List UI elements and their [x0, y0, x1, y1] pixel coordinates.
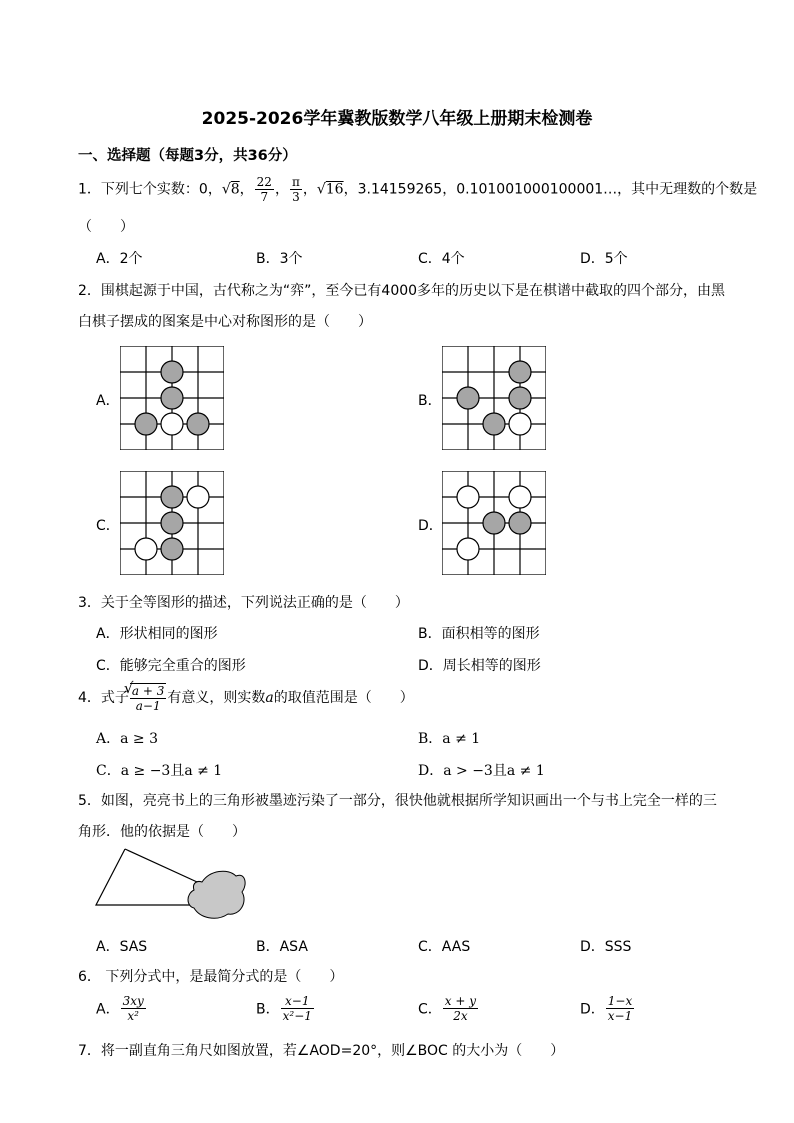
q3-option-d: D．周长相等的图形: [418, 658, 541, 674]
q1-option-c: C．4个: [418, 251, 465, 267]
white-stone: [135, 538, 157, 560]
q4-option-a: A．a ≥ 3: [96, 731, 158, 747]
q5-option-b: B．ASA: [256, 939, 308, 955]
q4-option-d: D．a > −3且a ≠ 1: [418, 763, 545, 779]
black-stone: [161, 486, 183, 508]
q4-option-c: C．a ≥ −3且a ≠ 1: [96, 763, 223, 779]
q1-paren: （ ）: [78, 219, 134, 235]
sqrt-16: √16: [316, 181, 344, 198]
section-heading: 一、选择题（每题3分，共36分）: [78, 148, 297, 164]
q3-option-c: C．能够完全重合的图形: [96, 658, 246, 674]
black-stone: [483, 512, 505, 534]
go-board-d: [442, 471, 546, 575]
q6-fraction-c: $\frac{x + y}{2x}$: [444, 994, 477, 1023]
q6-option-c: C． $\frac{x + y}{2x}$: [418, 994, 477, 1023]
q6-fraction-d: $\frac{1-x}{x-1}$: [607, 994, 633, 1023]
q5-line2: 角形．他的依据是（ ）: [78, 824, 246, 840]
black-stone: [135, 413, 157, 435]
q3-text: 3．关于全等图形的描述，下列说法正确的是（ ）: [78, 595, 409, 611]
q4-option-b: B．a ≠ 1: [418, 731, 481, 747]
white-stone: [187, 486, 209, 508]
sqrt-8: √8: [221, 181, 240, 198]
go-board-b: [442, 346, 546, 450]
q2-line1: 2．围棋起源于中国，古代称之为“弈”，至今已有4000多年的历史以下是在棋谱中截取的四个部分，由黑: [78, 283, 726, 299]
q2-label-a: A．: [96, 393, 120, 409]
black-stone: [161, 538, 183, 560]
black-stone: [161, 361, 183, 383]
q1-option-b: B．3个: [256, 251, 303, 267]
q4-tail2: 的取值范围是（ ）: [273, 690, 414, 706]
q6-option-d: D． $\frac{1-x}{x-1}$: [580, 994, 633, 1023]
q6-text: 6． 下列分式中，是最简分式的是（ ）: [78, 969, 344, 985]
question-4: [78, 679, 414, 713]
q2-line2: 白棋子摆成的图案是中心对称图形的是（ ）: [78, 314, 372, 330]
triangle-ink-figure: [90, 846, 250, 926]
black-stone: [161, 512, 183, 534]
q1-option-a: A．2个: [96, 251, 143, 267]
q3-option-b: B．面积相等的图形: [418, 626, 540, 642]
q5-option-a: A．SAS: [96, 939, 148, 955]
black-stone: [509, 512, 531, 534]
white-stone: [457, 538, 479, 560]
fraction-pi-3: $\frac{\pi}{3}$: [291, 175, 300, 204]
white-stone: [509, 486, 531, 508]
black-stone: [457, 387, 479, 409]
q5-option-d: D．SSS: [580, 939, 632, 955]
q7-text: 7．将一副直角三角尺如图放置，若∠AOD=20°，则∠BOC 的大小为（ ）: [78, 1043, 565, 1059]
triangle-top-edge: [125, 849, 208, 887]
q6-option-a: A． $\frac{3xy}{\text{x²}}$: [96, 994, 144, 1023]
q5-option-c: C．AAS: [418, 939, 471, 955]
ink-blot: [188, 871, 245, 918]
black-stone: [483, 413, 505, 435]
page-title: 2025-2026学年冀教版数学八年级上册期末检测卷: [201, 109, 593, 129]
q4-var: a: [265, 690, 274, 706]
q1-lead: 1．下列七个实数：0，: [78, 181, 222, 198]
q1-option-d: D．5个: [580, 251, 628, 267]
q6-option-b: B． $\frac{x-1}{\text{x²−1}}$: [256, 994, 312, 1023]
q2-label-d: D．: [418, 518, 443, 534]
question-1: 1．下列七个实数：0，√8， $\frac{22}{7}$ ， $\frac{\pi}{3}$ ，√16，3.14159265，0.101001000100001…，其中无理数的个数是: [78, 175, 758, 204]
black-stone: [509, 361, 531, 383]
fraction-22-7: $\frac{22}{7}$: [256, 175, 272, 204]
radical-sign: √: [123, 679, 134, 697]
q6-fraction-a: $\frac{3xy}{\text{x²}}$: [122, 994, 144, 1023]
white-stone: [457, 486, 479, 508]
white-stone: [509, 413, 531, 435]
go-board-c: [120, 471, 224, 575]
go-board-a: [120, 346, 224, 450]
black-stone: [187, 413, 209, 435]
white-stone: [161, 413, 183, 435]
q3-option-a: A．形状相同的图形: [96, 626, 218, 642]
q2-label-c: C．: [96, 518, 120, 534]
q4-tail: 有意义，则实数: [167, 690, 266, 706]
q1-tail: ，3.14159265，0.101001000100001…，其中无理数的个数是: [343, 181, 758, 198]
black-stone: [161, 387, 183, 409]
black-stone: [509, 387, 531, 409]
q6-fraction-b: $\frac{x-1}{\text{x²−1}}$: [282, 994, 312, 1023]
q4-radical-fraction: √ a + 3 a−1: [123, 679, 165, 713]
q5-line1: 5．如图，亮亮书上的三角形被墨迹污染了一部分，很快他就根据所学知识画出一个与书上完全一样的三: [78, 793, 717, 809]
q2-label-b: B．: [418, 393, 442, 409]
q4-lead: 4．式子: [78, 690, 129, 706]
